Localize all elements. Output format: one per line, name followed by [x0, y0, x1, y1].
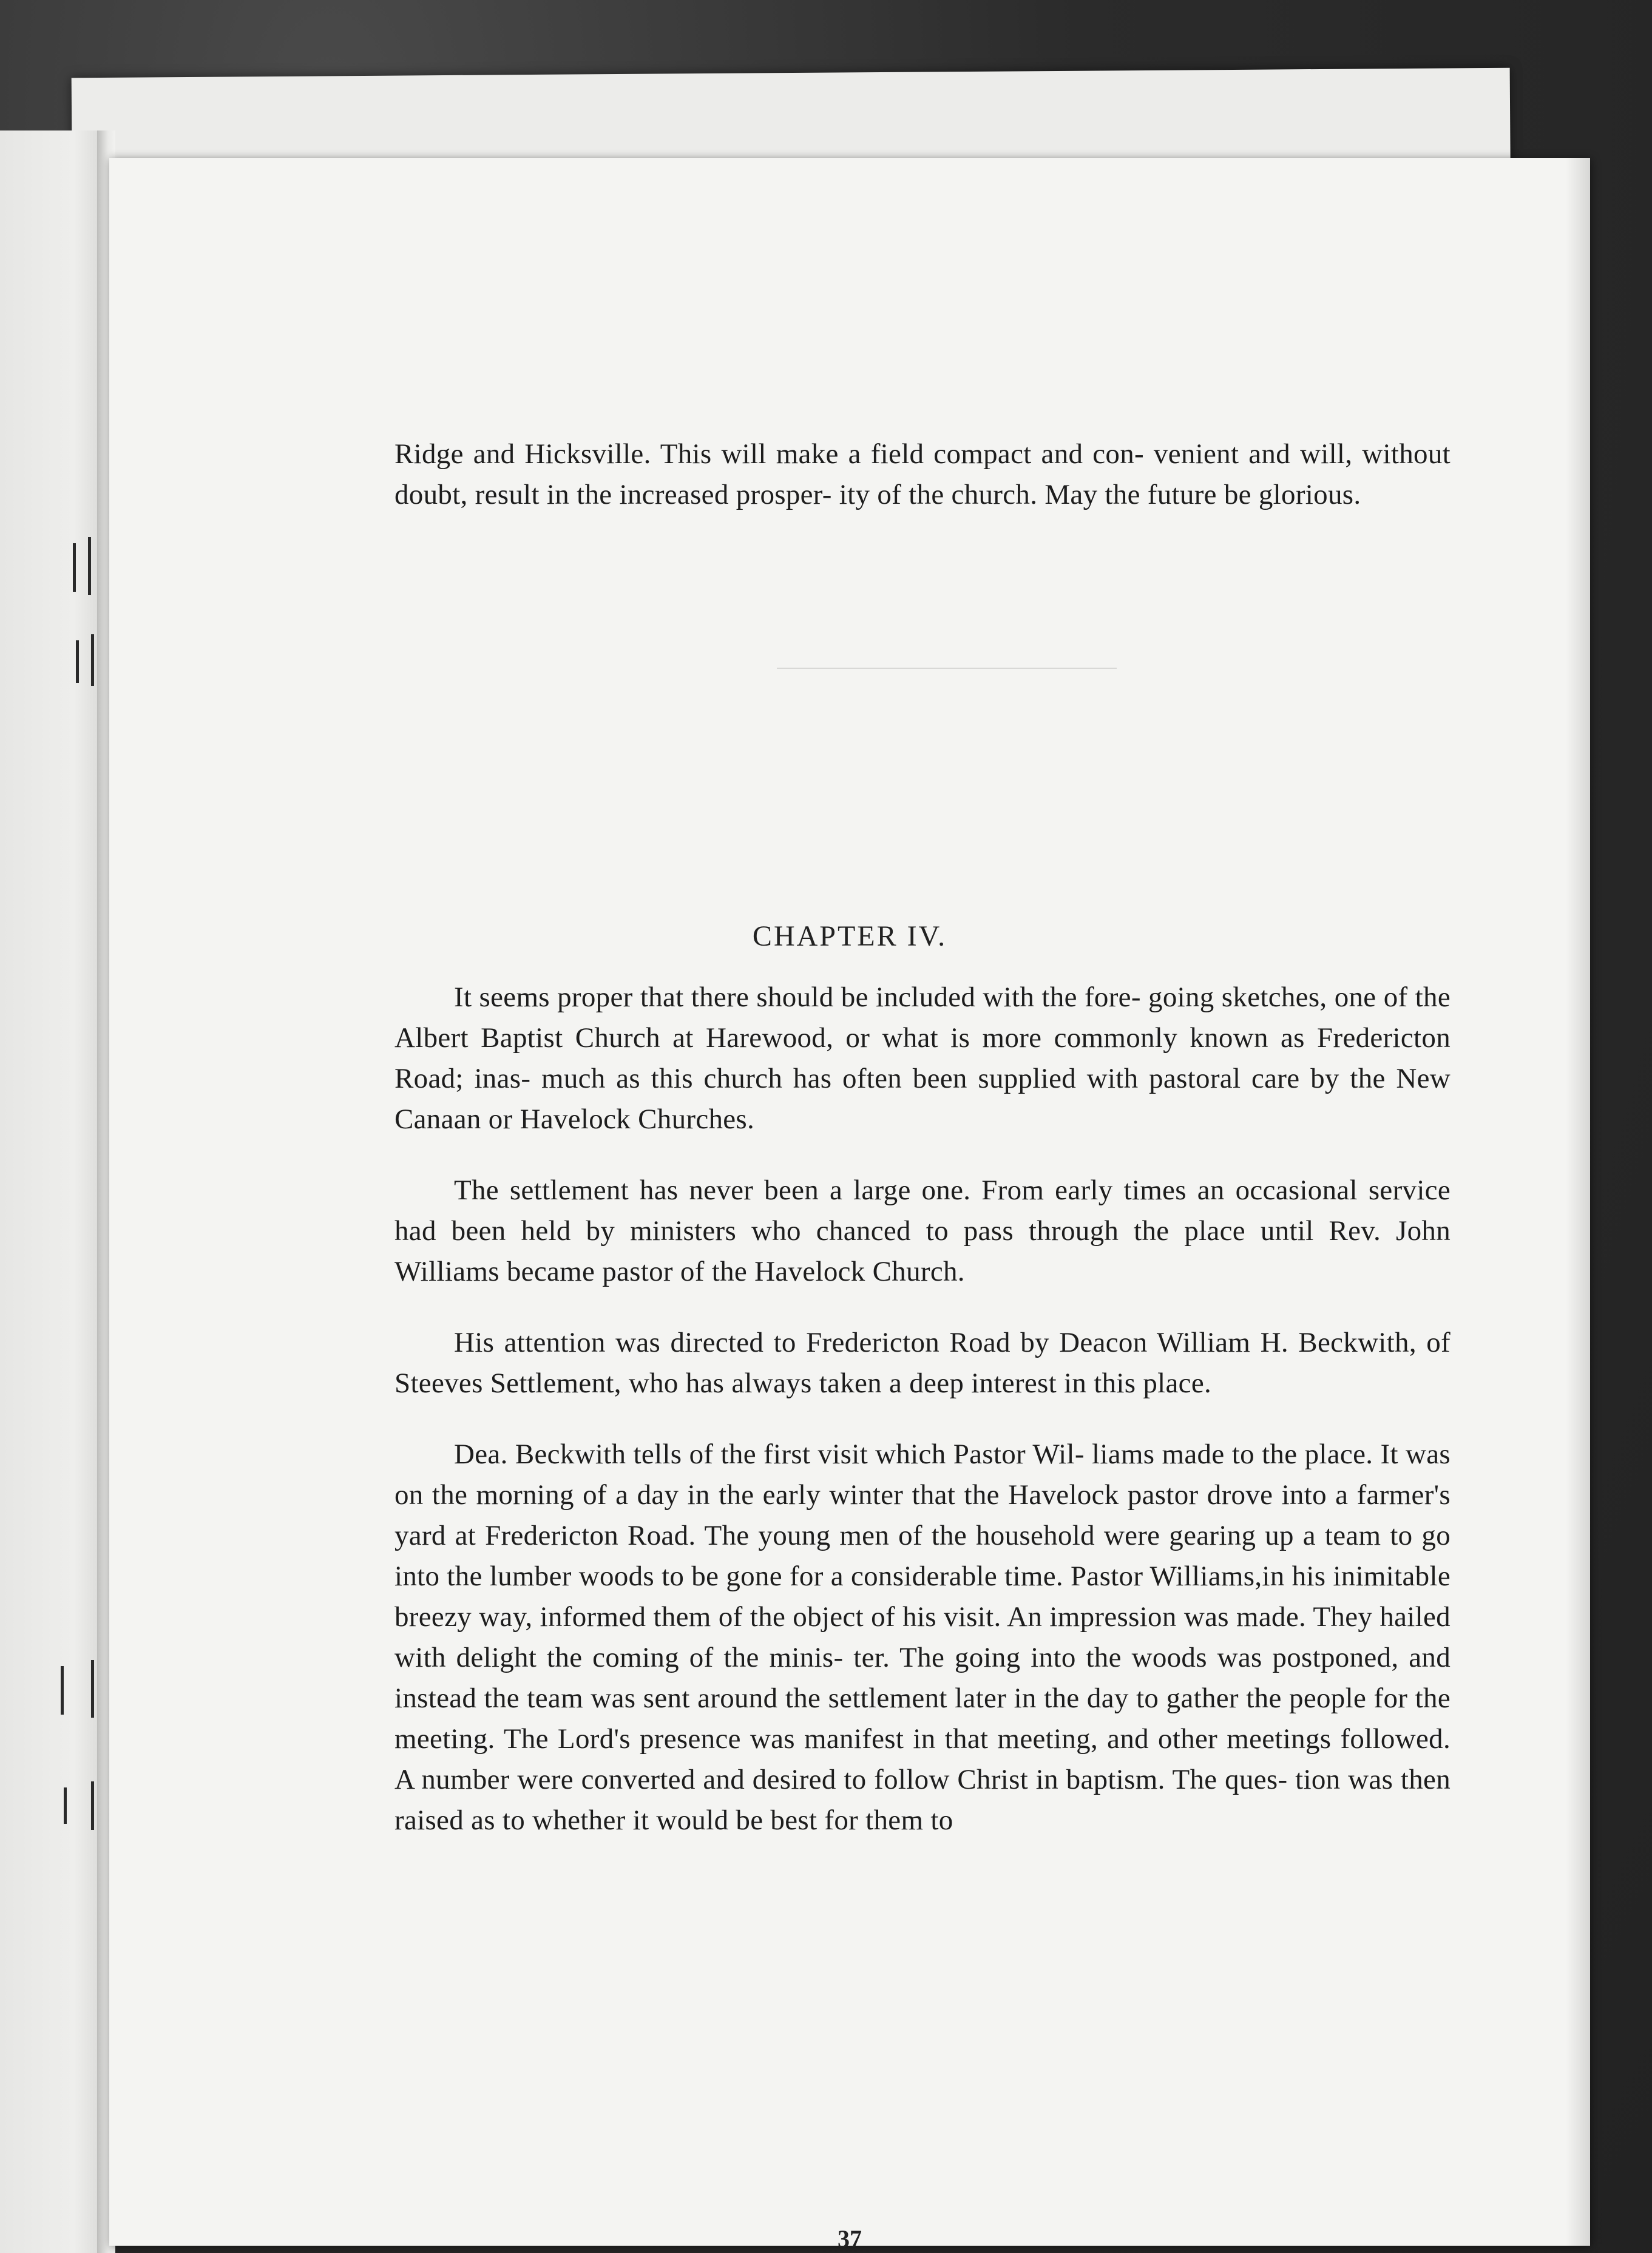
page-edge-shadow: [1566, 158, 1590, 2246]
chapter-title: CHAPTER IV.: [752, 920, 947, 952]
book-page: [109, 158, 1590, 2252]
paragraph: Dea. Beckwith tells of the first visit which Pastor Wil- liams made to the place. It was on the morning of a day in the early winter that the Havelock pastor drove into a farmer's yard at Fredericton Road. The young men of the household were gearing up a team to go into the lumber woods to be gone for a considerable time. Pastor Williams,in his inimitable breezy way, informed them of the object of his visit. An impression was made. They hailed with delight the coming of the minis- ter. The going into the woods was postponed, and instead the team was sent around the settlement later in the day to gather the people for the meeting. The Lord's presence was manifest in that meeting, and other meetings followed. A number were converted and desired to follow Christ in baptism. The ques- tion was then raised as to whether it would be best for them to: [394, 1438, 1451, 1836]
paragraph: The settlement has never been a large one. From early times an occasional service had been held by ministers who chanced to pass through the place until Rev. John Williams became pastor of the Havelock Church.: [394, 1174, 1451, 1287]
margin-mark: [91, 634, 94, 686]
page-number: 37: [838, 2225, 862, 2252]
margin-mark: [64, 1787, 67, 1824]
paragraph: It seems proper that there should be included with the fore- going sketches, one of the Albert Baptist Church at Harewood, or what is more commonly known as Fredericton Road; inas- much as this church has often been supplied with pastoral care by the New Canaan or Havelock Churches.: [394, 981, 1451, 1135]
margin-mark: [91, 1781, 94, 1830]
chapter-body: [394, 977, 1451, 1871]
intro-paragraph-block: [394, 434, 1451, 515]
intro-paragraph: Ridge and Hicksville. This will make a field compact and con- venient and will, without doubt, result in the increased prosper- ity of the church. May the future be glorious.: [394, 438, 1451, 510]
margin-mark: [91, 1660, 94, 1718]
margin-mark: [76, 640, 79, 683]
margin-mark: [61, 1666, 64, 1715]
section-divider: [777, 668, 1117, 669]
margin-mark: [73, 543, 76, 592]
paragraph: His attention was directed to Fredericton Road by Deacon William H. Beckwith, of Steeves Settlement, who has always taken a deep interest in this place.: [394, 1327, 1451, 1399]
facing-page-edge: [0, 130, 106, 2253]
margin-mark: [88, 537, 91, 595]
